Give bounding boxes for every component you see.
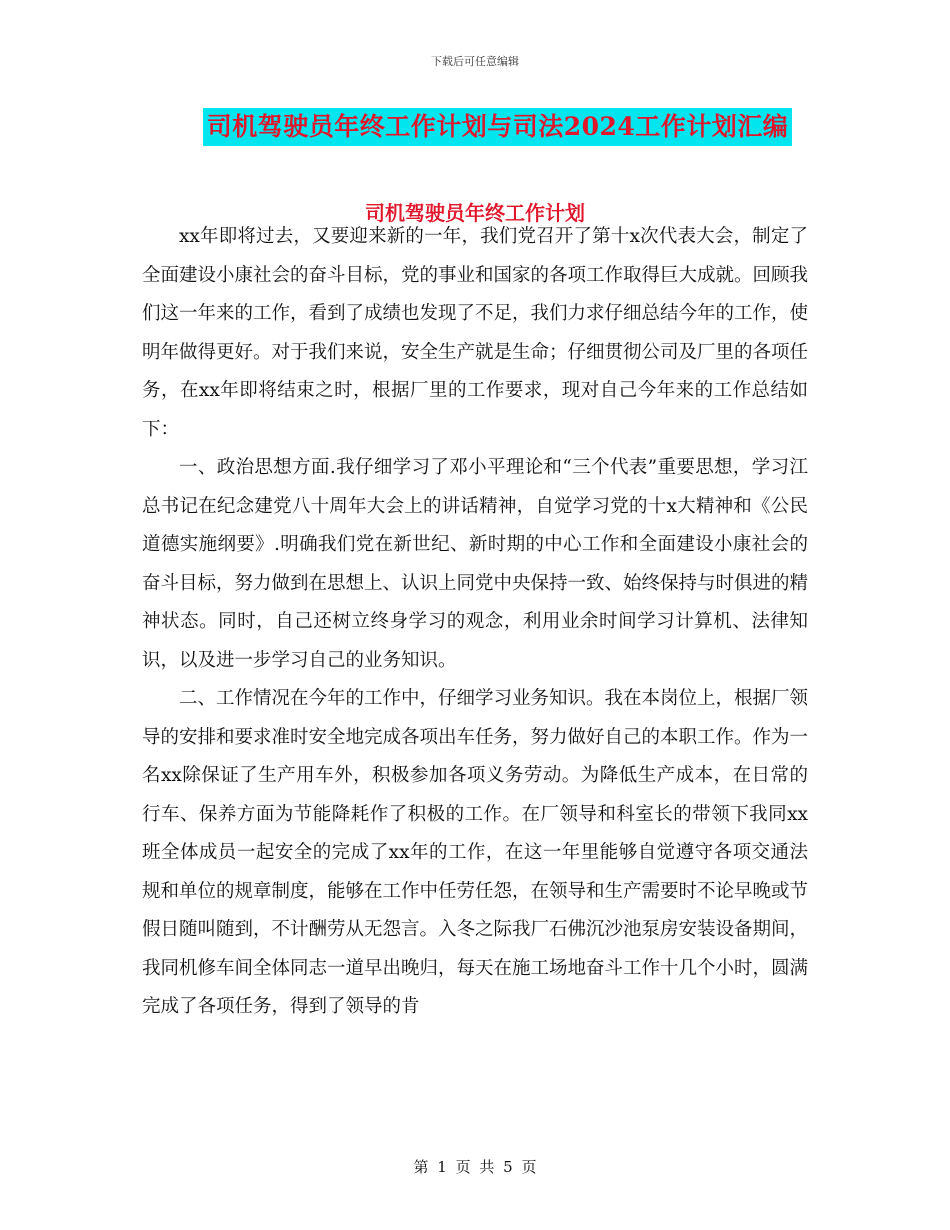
body-paragraph-2: 一、政治思想方面.我仔细学习了邓小平理论和“三个代表”重要思想，学习江总书记在纪念建党八十周年大会上的讲话精神，自觉学习党的十x大精神和《公民道德实施纲要》.明确我们党在新世纪、新时期的中心工作和全面建设小康社会的奋斗目标，努力做到在思想上、认识上同党中央保持一致、始终保持与时俱进的精神状态。同时，自己还树立终身学习的观念，利用业余时间学习计算机、法律知识，以及进一步学习自己的业务知识。 bbox=[142, 457, 809, 671]
section-title: 司机驾驶员年终工作计划 bbox=[365, 201, 585, 225]
document-body bbox=[142, 218, 808, 1027]
document-title-container bbox=[0, 108, 950, 146]
document-title: 司机驾驶员年终工作计划与司法2024工作计划汇编 bbox=[203, 108, 793, 146]
page-number-footer: 第 1 页 共 5 页 bbox=[413, 1158, 537, 1176]
body-paragraph-1: xx年即将过去，又要迎来新的一年，我们党召开了第十x次代表大会，制定了全面建设小康社会的奋斗目标，党的事业和国家的各项工作取得巨大成就。回顾我们这一年来的工作，看到了成绩也发现了不足，我们力求仔细总结今年的工作，使明年做得更好。对于我们来说，安全生产就是生命；仔细贯彻公司及厂里的各项任务，在xx年即将结束之时，根据厂里的工作要求，现对自己今年来的工作总结如下： bbox=[142, 226, 809, 440]
page-header-note: 下载后可任意编辑 bbox=[431, 55, 519, 68]
body-paragraph-3: 二、工作情况在今年的工作中，仔细学习业务知识。我在本岗位上，根据厂领导的安排和要求准时安全地完成各项出车任务，努力做好自己的本职工作。作为一名xx除保证了生产用车外，积极参加各项义务劳动。为降低生产成本，在日常的行车、保养方面为节能降耗作了积极的工作。在厂领导和科室长的带领下我同xx班全体成员一起安全的完成了xx年的工作，在这一年里能够自觉遵守各项交通法规和单位的规章制度，能够在工作中任劳任怨，在领导和生产需要时不论早晚或节假日随叫随到，不计酬劳从无怨言。入冬之际我厂石佛沉沙池泵房安装设备期间，我同机修车间全体同志一道早出晚归，每天在施工场地奋斗工作十几个小时，圆满完成了各项任务，得到了领导的肯 bbox=[142, 688, 809, 1017]
